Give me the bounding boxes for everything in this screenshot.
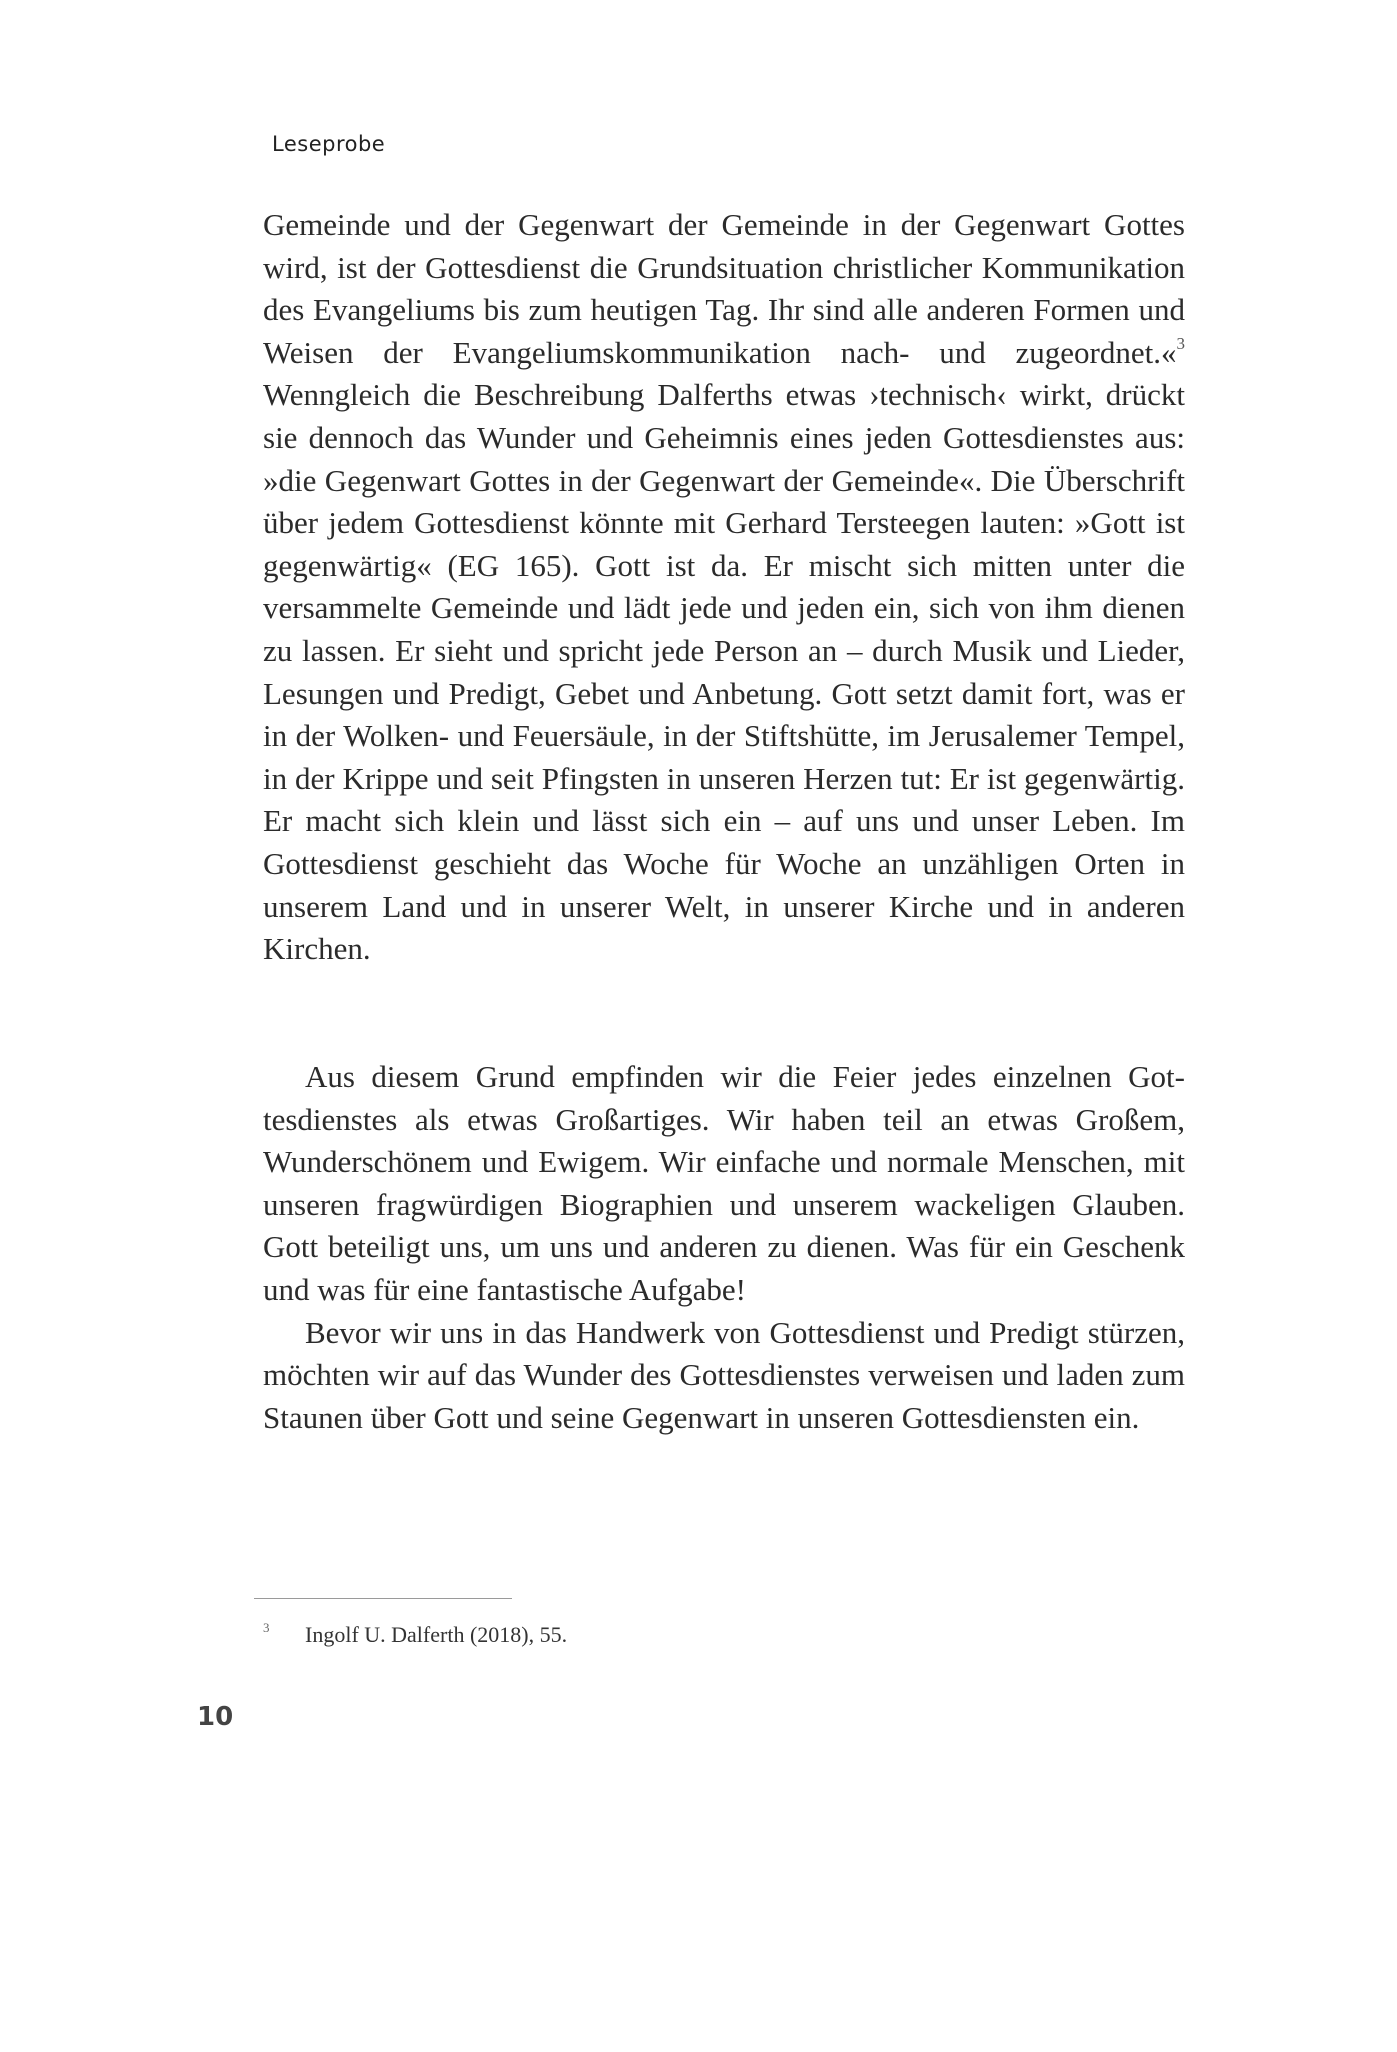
paragraph-3: Bevor wir uns in das Handwerk von Gottesdienst und Predigt stürzen, möchten wir auf das Wunder des Gottesdienstes verweisen und laden zum Staunen über Gott und seine Gegenwart in unseren Gottesdiensten ein. (263, 1314, 1185, 1435)
body-section-1 (263, 204, 1185, 971)
footnote-mark: 3 (263, 1620, 270, 1635)
running-head: Leseprobe (272, 132, 386, 156)
paragraph-1 (263, 204, 1185, 971)
body-section-2 (263, 1056, 1185, 1439)
paragraph-2: Aus diesem Grund empfinden wir die Feier jedes einzelnen Gottesdienstes als etwas Großartiges. Wir haben teil an etwas Großem, Wunderschönem und Ewigem. Wir einfache und normale Menschen, mit unseren fragwürdigen Biographien und unserem wackeligen Glauben. Gott beteiligt uns, um uns und anderen zu dienen. Was für ein Geschenk und was für eine fantastische Aufgabe! (263, 1059, 1185, 1307)
footnote (263, 1620, 567, 1648)
footnote-divider (254, 1598, 512, 1599)
footnote-text: Ingolf U. Dalferth (2018), 55. (305, 1622, 568, 1647)
paragraph-1-text-b: Wenngleich die Beschreibung Dalferths etwas ›technisch‹ wirkt, drückt sie dennoch das Wunder und Geheimnis eines jeden Gottesdienstes aus: »die Gegenwart Gottes in der Gegenwart der Gemeinde«. Die Überschrift über jedem Gottesdienst könnte mit Gerhard Tersteegen lauten: »Gott ist gegenwärtig« (EG 165). Gott ist da. Er mischt sich mitten unter die versammelte Gemeinde und lädt jede und jeden ein, sich von ihm dienen zu lassen. Er sieht und spricht jede Person an – durch Musik und Lieder, Lesungen und Predigt, Gebet und Anbetung. Gott setzt damit fort, was er in der Wolken- und Feuersäule, in der Stiftshütte, im Jerusalemer Tempel, in der Krippe und seit Pfingsten in unseren Herzen tut: Er ist gegenwärtig. Er macht sich klein und lässt sich ein – auf uns und unser Leben. Im Gottesdienst geschieht das Woche für Woche an unzähligen Orten in unserem Land und in unserer Welt, in unserer Kirche und in anderen Kirchen. (263, 377, 1185, 967)
paragraph-1-text-a: Gemeinde und der Gegenwart der Gemeinde in der Gegenwart Gottes wird, ist der Gottesdienst die Grundsituation christlicher Kommunikation des Evangeliums bis zum heutigen Tag. Ihr sind alle anderen Formen und Weisen der Evangeliumskommunikation nach- und zugeordnet.« (263, 207, 1185, 370)
page-number: 10 (197, 1702, 234, 1732)
footnote-reference[interactable]: 3 (1176, 333, 1185, 353)
